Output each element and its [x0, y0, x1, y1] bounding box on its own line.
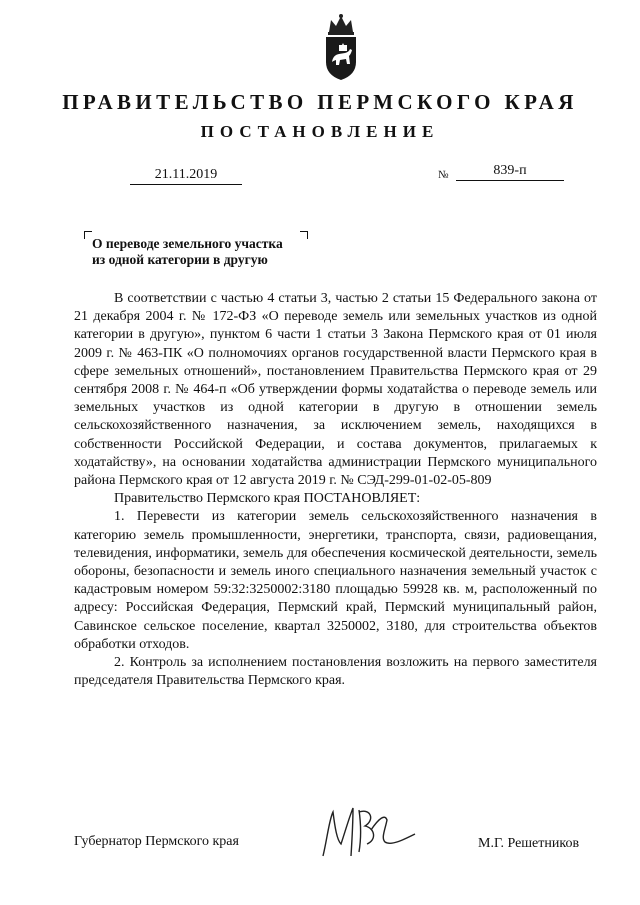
item-1-paragraph: 1. Перевести из категории земель сельскохозяйственного назначения в категорию земель промышленности, энергетики, транспорта, связи, радиовещания, телевидения, информатики, земель для обеспечения космической деятельности, земель обороны, безопасности и земель иного специального назначения земельный участок с кадастровым номером 59:32:3250002:3180 площадью 59928 кв. м, расположенный по адресу: Российская Федерация, Пермский край, Пермский муниципальный район, Савинское сельское поселение, квартал 3250002, 3180, для строительства объектов обработки отходов.: [74, 509, 597, 652]
resolves-paragraph: Правительство Пермского края ПОСТАНОВЛЯЕТ:: [114, 491, 421, 507]
signer-position: Губернатор Пермского края: [74, 834, 239, 849]
signer-name: М.Г. Решетников: [478, 836, 580, 851]
government-title: ПРАВИТЕЛЬСТВО ПЕРМСКОГО КРАЯ: [62, 90, 578, 114]
item-2-paragraph: 2. Контроль за исполнением постановления возложить на первого заместителя председателя Правительства Пермского края.: [74, 655, 597, 689]
document-type: ПОСТАНОВЛЕНИЕ: [200, 122, 440, 141]
subject-line-1: О переводе земельного участка: [92, 236, 283, 251]
coat-of-arms-icon: [321, 12, 361, 82]
document-number: 839-п: [456, 163, 564, 181]
signature-icon: [315, 800, 425, 860]
document-date: 21.11.2019: [130, 167, 242, 185]
subject-bracket-left: [84, 231, 92, 239]
document-body: [74, 290, 597, 690]
number-sign: №: [438, 169, 449, 181]
document-subject: [92, 236, 283, 268]
preamble-paragraph: В соответствии с частью 4 статьи 3, частью 2 статьи 15 Федерального закона от 21 декабря 2004 г. № 172-ФЗ «О переводе земель или земельных участков из одной категории в другую», пунктом 6 части 1 статьи 3 Закона Пермского края от 01 июля 2009 г. № 463-ПК «О полномочиях органов государственной власти Пермского края в сфере земельных отношений», постановлением Правительства Пермского края от 29 сентября 2008 г. № 464-п «Об утверждении формы ходатайства о переводе земель или земельных участков из одной категории в другую в отношении земель сельскохозяйственного назначения, за исключением земель, находящихся в собственности Российской Федерации, и состава документов, прилагаемых к ходатайству», на основании ходатайства администрации Пермского муниципального района Пермского края от 12 августа 2019 г. № СЭД-299-01-02-05-809: [74, 291, 597, 489]
subject-line-2: из одной категории в другую: [92, 252, 268, 267]
subject-bracket-right: [300, 231, 308, 239]
